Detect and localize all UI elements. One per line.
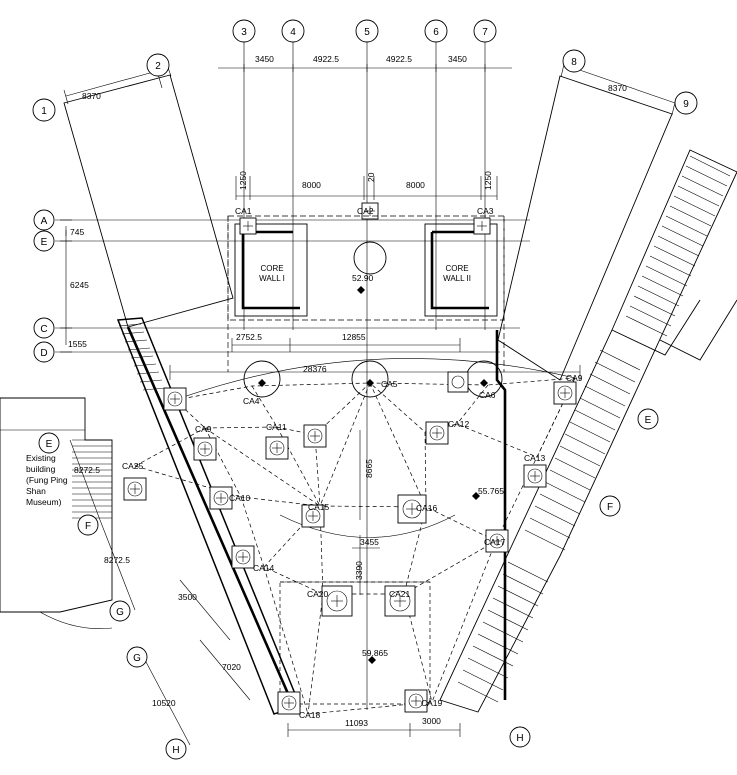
left-grid-lines <box>55 220 530 352</box>
svg-text:building: building <box>26 464 56 474</box>
svg-text:8272.5: 8272.5 <box>104 555 130 565</box>
svg-text:7020: 7020 <box>222 662 241 672</box>
svg-text:H: H <box>516 733 524 744</box>
svg-text:CA12: CA12 <box>448 419 470 429</box>
svg-text:3000: 3000 <box>422 716 441 726</box>
svg-text:28376: 28376 <box>303 364 327 374</box>
svg-text:CA25: CA25 <box>122 461 144 471</box>
svg-text:A: A <box>40 216 48 227</box>
svg-text:1250: 1250 <box>483 171 493 190</box>
grid-bubble-E <box>34 231 54 251</box>
svg-text:G: G <box>116 607 124 618</box>
svg-text:(Fung Ping: (Fung Ping <box>26 475 68 485</box>
existing-building-note <box>26 453 68 507</box>
svg-text:3455: 3455 <box>360 537 379 547</box>
svg-text:D: D <box>40 348 48 359</box>
svg-text:3500: 3500 <box>178 592 197 602</box>
svg-text:CA9: CA9 <box>195 424 212 434</box>
svg-text:11093: 11093 <box>345 718 369 728</box>
svg-text:Shan: Shan <box>26 486 46 496</box>
level-marker-52-90 <box>357 286 365 294</box>
svg-text:3390: 3390 <box>354 561 364 580</box>
svg-text:59.865: 59.865 <box>362 648 388 658</box>
svg-text:CA4: CA4 <box>243 396 260 406</box>
svg-text:CA6: CA6 <box>479 390 496 400</box>
grid-bubble-8 <box>563 50 585 72</box>
hatch-right <box>458 156 730 702</box>
svg-text:CORE: CORE <box>260 264 284 273</box>
svg-text:52.90: 52.90 <box>352 273 374 283</box>
svg-text:8000: 8000 <box>406 180 425 190</box>
core-wall-1 <box>235 218 307 316</box>
grid-bubble-F <box>78 515 98 535</box>
svg-text:F: F <box>606 502 614 513</box>
svg-text:12855: 12855 <box>342 332 366 342</box>
svg-text:6245: 6245 <box>70 280 89 290</box>
svg-text:4: 4 <box>290 27 296 38</box>
svg-text:CA2: CA2 <box>357 206 374 216</box>
svg-text:745: 745 <box>70 227 85 237</box>
svg-text:C: C <box>40 324 48 335</box>
pile-caps <box>124 372 576 714</box>
svg-text:8000: 8000 <box>302 180 321 190</box>
svg-text:CA11: CA11 <box>266 422 287 432</box>
svg-text:CA19: CA19 <box>421 698 443 708</box>
svg-text:8: 8 <box>571 57 577 68</box>
svg-text:1250: 1250 <box>238 171 248 190</box>
grid-bubble-H <box>166 739 186 759</box>
existing-building <box>0 398 112 629</box>
svg-text:10520: 10520 <box>152 698 176 708</box>
svg-text:8272.5: 8272.5 <box>74 465 100 475</box>
svg-text:6: 6 <box>433 27 439 38</box>
grid-bubble-9 <box>675 92 697 114</box>
svg-text:3450: 3450 <box>255 54 274 64</box>
svg-text:CA15: CA15 <box>308 502 330 512</box>
svg-text:CA1: CA1 <box>235 206 252 216</box>
svg-text:E: E <box>45 439 53 450</box>
svg-text:H: H <box>172 745 180 756</box>
svg-text:CA14: CA14 <box>253 563 275 573</box>
grid-bubble-3 <box>233 20 255 42</box>
level-texts <box>352 273 504 658</box>
grid-bubble-4 <box>282 20 304 42</box>
svg-text:CA20: CA20 <box>307 589 329 599</box>
svg-text:G: G <box>133 653 141 664</box>
hatch-existing <box>72 440 112 518</box>
svg-text:F: F <box>84 521 92 532</box>
svg-text:4922.5: 4922.5 <box>386 54 412 64</box>
grid-bubble-H2 <box>510 727 530 747</box>
svg-text:20: 20 <box>366 172 376 182</box>
svg-text:CA9: CA9 <box>566 373 583 383</box>
svg-text:3450: 3450 <box>448 54 467 64</box>
svg-text:CA3: CA3 <box>477 206 494 216</box>
svg-text:9: 9 <box>683 99 689 110</box>
svg-text:CA16: CA16 <box>416 503 438 513</box>
svg-text:8370: 8370 <box>82 91 101 101</box>
svg-text:Museum): Museum) <box>26 497 62 507</box>
svg-text:5: 5 <box>364 27 370 38</box>
svg-text:CA17: CA17 <box>484 537 506 547</box>
svg-text:4922.5: 4922.5 <box>313 54 339 64</box>
svg-text:WALL I: WALL I <box>259 274 285 283</box>
grid-bubble-D <box>34 342 54 362</box>
grid-bubble-G <box>110 601 130 621</box>
dimension-texts <box>68 54 627 728</box>
grid-bubble-E2 <box>39 433 59 453</box>
caisson-labels <box>122 206 583 720</box>
svg-text:2752.5: 2752.5 <box>236 332 262 342</box>
svg-text:7: 7 <box>482 27 488 38</box>
grid-bubble-1 <box>33 99 55 121</box>
svg-text:1555: 1555 <box>68 339 87 349</box>
svg-text:3: 3 <box>241 27 247 38</box>
svg-text:CA5: CA5 <box>381 379 398 389</box>
svg-text:8370: 8370 <box>608 83 627 93</box>
grid-bubble-6 <box>425 20 447 42</box>
svg-text:8665: 8665 <box>364 459 374 478</box>
mid-dimension-line <box>170 338 580 380</box>
grid-bubble-7 <box>474 20 496 42</box>
grid-bubble-A <box>34 210 54 230</box>
grid-bubble-5 <box>356 20 378 42</box>
svg-text:Existing: Existing <box>26 453 56 463</box>
svg-text:E: E <box>644 415 652 426</box>
svg-text:CA21: CA21 <box>389 589 411 599</box>
svg-text:E: E <box>40 237 48 248</box>
grid-bubble-F2 <box>600 496 620 516</box>
grid-bubble-G2 <box>127 647 147 667</box>
svg-text:CORE: CORE <box>445 264 469 273</box>
svg-text:55.765: 55.765 <box>478 486 504 496</box>
core-outline-dashed <box>228 216 504 372</box>
svg-text:CA10: CA10 <box>229 493 251 503</box>
grid-bubble-E3 <box>638 409 658 429</box>
svg-text:2: 2 <box>155 61 161 72</box>
grid-bubble-C <box>34 318 54 338</box>
svg-text:CA13: CA13 <box>524 453 546 463</box>
svg-text:CA18: CA18 <box>299 710 321 720</box>
grid-bubble-2 <box>147 54 169 76</box>
left-rotated-block <box>64 62 233 327</box>
svg-text:WALL II: WALL II <box>443 274 471 283</box>
svg-text:1: 1 <box>41 106 47 117</box>
